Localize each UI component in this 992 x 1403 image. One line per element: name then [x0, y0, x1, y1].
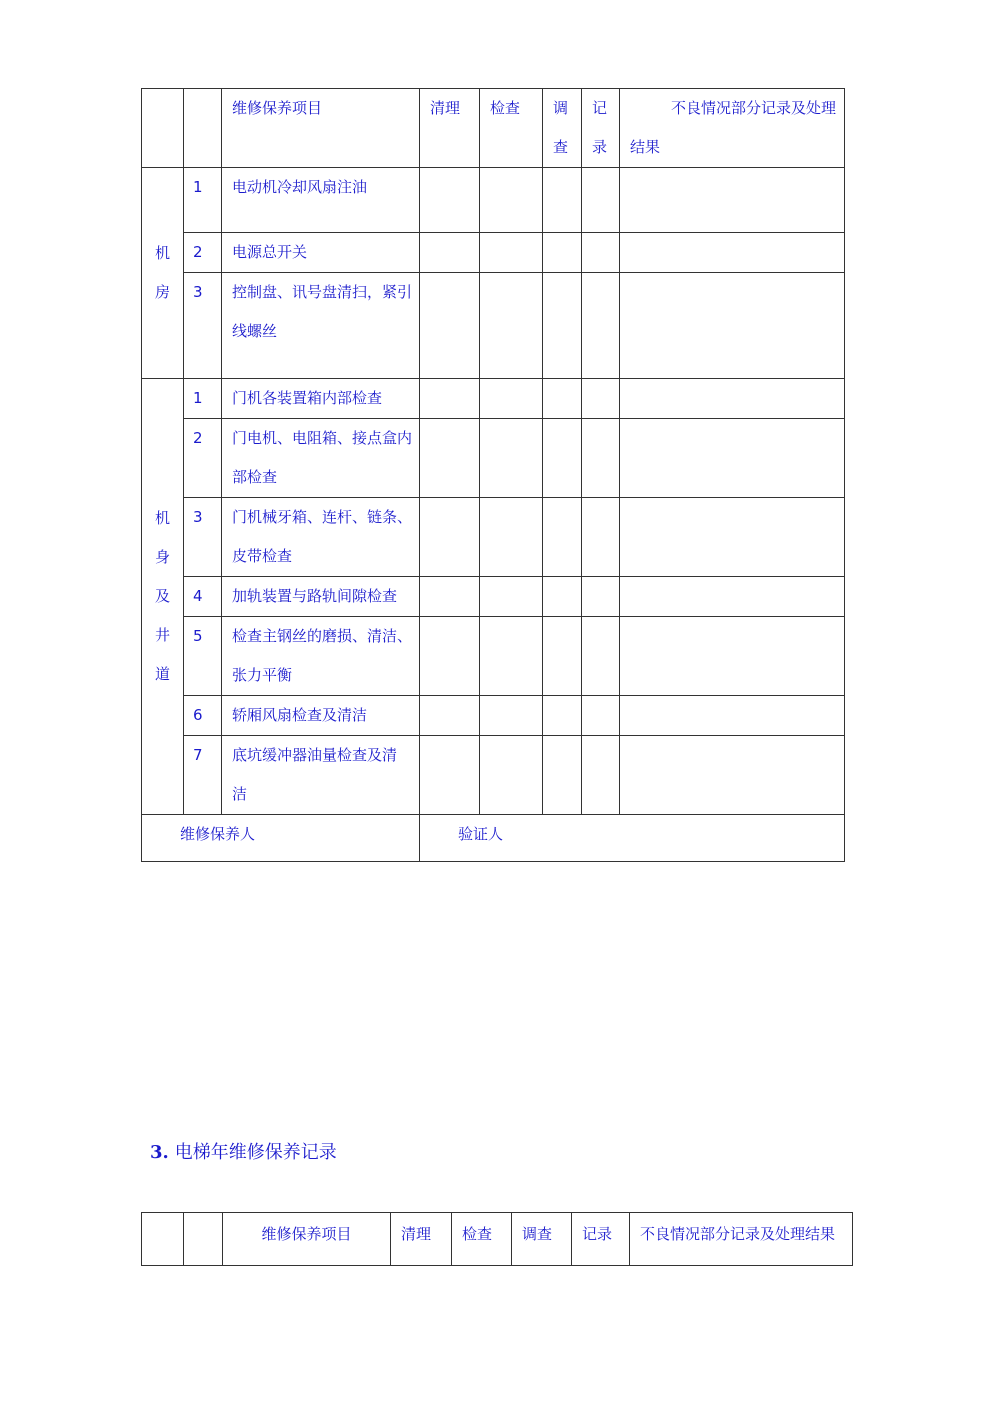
adjust-header: 调 查 [543, 89, 582, 168]
check-cell[interactable] [480, 498, 543, 577]
monthly-maintenance-table [141, 88, 845, 862]
table-row [142, 233, 845, 273]
row-number: 1 [184, 379, 222, 419]
clean-cell[interactable] [420, 696, 480, 736]
row-number: 2 [184, 233, 222, 273]
number-header-cell [184, 1213, 223, 1266]
record-cell[interactable] [582, 419, 620, 498]
record-cell[interactable] [582, 736, 620, 815]
section-heading [150, 1139, 337, 1167]
section-number: 3. [150, 1142, 169, 1163]
clean-cell[interactable] [420, 233, 480, 273]
result-cell[interactable] [620, 419, 845, 498]
table-row [142, 617, 845, 696]
item-cell: 底坑缓冲器油量检查及清 洁 [222, 736, 420, 815]
check-cell[interactable] [480, 273, 543, 379]
item-cell: 门电机、电阻箱、接点盒内 部检查 [222, 419, 420, 498]
table-row [142, 577, 845, 617]
group-label-machine-room: 机 房 [142, 168, 184, 379]
check-cell[interactable] [480, 696, 543, 736]
result-cell[interactable] [620, 617, 845, 696]
result-cell[interactable] [620, 577, 845, 617]
item-cell: 加轨装置与路轨间隙检查 [222, 577, 420, 617]
annual-maintenance-table [141, 1212, 853, 1266]
result-cell[interactable] [620, 168, 845, 233]
number-header-cell [184, 89, 222, 168]
adjust-cell[interactable] [543, 168, 582, 233]
group-header-cell [142, 89, 184, 168]
result-cell[interactable] [620, 736, 845, 815]
adjust-cell[interactable] [543, 379, 582, 419]
result-cell[interactable] [620, 233, 845, 273]
adjust-cell[interactable] [543, 736, 582, 815]
row-number: 3 [184, 498, 222, 577]
item-cell: 轿厢风扇检查及清洁 [222, 696, 420, 736]
check-cell[interactable] [480, 379, 543, 419]
item-cell: 检查主钢丝的磨损、清洁、 张力平衡 [222, 617, 420, 696]
row-number: 3 [184, 273, 222, 379]
clean-cell[interactable] [420, 379, 480, 419]
item-header: 维修保养项目 [222, 89, 420, 168]
item-header: 维修保养项目 [223, 1213, 391, 1266]
result-header: 不良情况部分记录及处理结果 [630, 1213, 853, 1266]
clean-cell[interactable] [420, 498, 480, 577]
record-cell[interactable] [582, 273, 620, 379]
record-cell[interactable] [582, 696, 620, 736]
clean-cell[interactable] [420, 168, 480, 233]
result-cell[interactable] [620, 379, 845, 419]
check-cell[interactable] [480, 736, 543, 815]
maintainer-label: 维修保养人 [142, 815, 420, 862]
result-header: 不良情况部分记录及处理 结果 [620, 89, 845, 168]
group-label-car-and-shaft: 机 身 及 井 道 [142, 379, 184, 815]
row-number: 5 [184, 617, 222, 696]
adjust-cell[interactable] [543, 696, 582, 736]
adjust-cell[interactable] [543, 419, 582, 498]
group-header-cell [142, 1213, 184, 1266]
clean-cell[interactable] [420, 736, 480, 815]
item-cell: 门机各装置箱内部检查 [222, 379, 420, 419]
table-row [142, 498, 845, 577]
table-row [142, 168, 845, 233]
table-row [142, 696, 845, 736]
row-number: 2 [184, 419, 222, 498]
clean-header: 清理 [420, 89, 480, 168]
record-header: 记录 [572, 1213, 630, 1266]
record-header: 记 录 [582, 89, 620, 168]
row-number: 4 [184, 577, 222, 617]
clean-cell[interactable] [420, 577, 480, 617]
record-cell[interactable] [582, 577, 620, 617]
verifier-label: 验证人 [420, 815, 845, 862]
adjust-cell[interactable] [543, 233, 582, 273]
check-cell[interactable] [480, 577, 543, 617]
item-cell: 门机械牙箱、连杆、链条、 皮带检查 [222, 498, 420, 577]
row-number: 1 [184, 168, 222, 233]
table-row [142, 379, 845, 419]
table-row [142, 419, 845, 498]
check-cell[interactable] [480, 168, 543, 233]
result-cell[interactable] [620, 498, 845, 577]
record-cell[interactable] [582, 168, 620, 233]
adjust-header: 调查 [512, 1213, 572, 1266]
row-number: 7 [184, 736, 222, 815]
clean-cell[interactable] [420, 617, 480, 696]
table-row [142, 273, 845, 379]
adjust-cell[interactable] [543, 617, 582, 696]
table-header-row [142, 89, 845, 168]
item-cell: 电动机冷却风扇注油 [222, 168, 420, 233]
table-row [142, 736, 845, 815]
result-cell[interactable] [620, 696, 845, 736]
item-cell: 控制盘、讯号盘清扫，紧引 线螺丝 [222, 273, 420, 379]
check-cell[interactable] [480, 419, 543, 498]
check-cell[interactable] [480, 617, 543, 696]
adjust-cell[interactable] [543, 273, 582, 379]
signature-row [142, 815, 845, 862]
record-cell[interactable] [582, 233, 620, 273]
adjust-cell[interactable] [543, 498, 582, 577]
clean-cell[interactable] [420, 419, 480, 498]
table-header-row [142, 1213, 853, 1266]
check-header: 检查 [452, 1213, 512, 1266]
clean-cell[interactable] [420, 273, 480, 379]
adjust-cell[interactable] [543, 577, 582, 617]
record-cell[interactable] [582, 379, 620, 419]
check-header: 检查 [480, 89, 543, 168]
row-number: 6 [184, 696, 222, 736]
section-title: 电梯年维修保养记录 [174, 1142, 337, 1163]
clean-header: 清理 [391, 1213, 452, 1266]
record-cell[interactable] [582, 617, 620, 696]
check-cell[interactable] [480, 233, 543, 273]
record-cell[interactable] [582, 498, 620, 577]
result-cell[interactable] [620, 273, 845, 379]
item-cell: 电源总开关 [222, 233, 420, 273]
